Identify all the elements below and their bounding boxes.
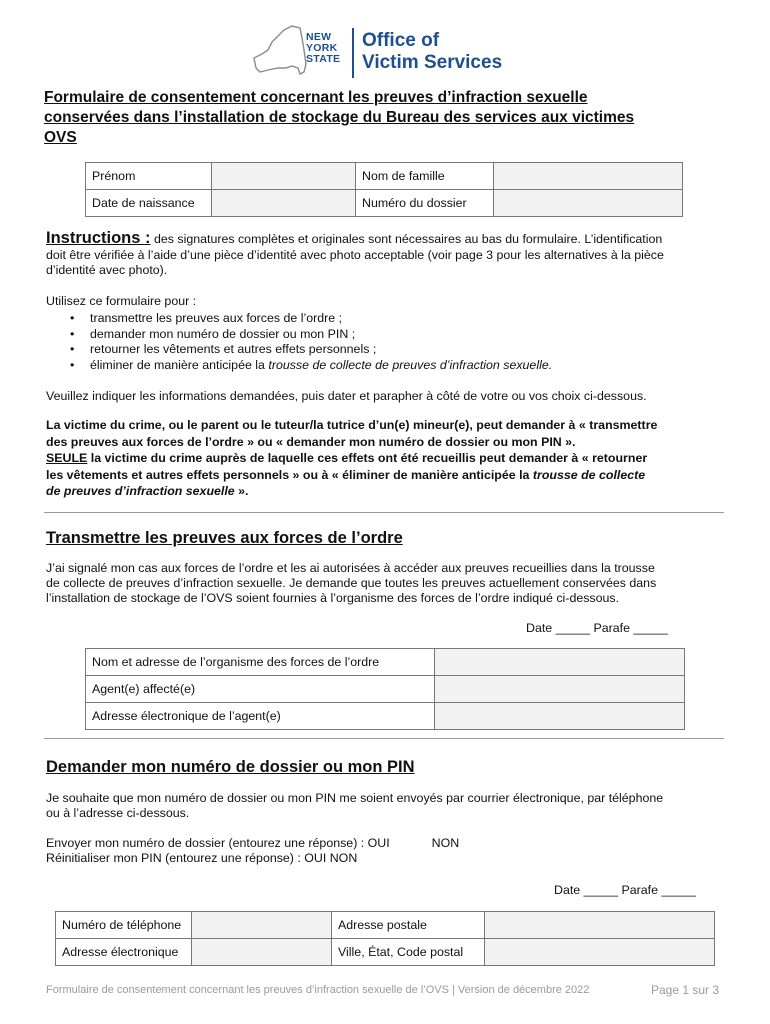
agency-field[interactable] (435, 649, 685, 676)
reset-pin-choice[interactable]: Réinitialiser mon PIN (entourez une réponse) : OUI NON (46, 851, 358, 865)
new-york-state-map-icon (248, 24, 308, 82)
email-label: Adresse électronique (56, 939, 192, 966)
seule-word: SEULE (46, 451, 88, 465)
logo-victim-services: Victim Services (362, 52, 503, 73)
first-name-label: Prénom (86, 163, 212, 190)
nys-wordmark (306, 32, 340, 65)
logo-line-york: YORK (306, 42, 338, 54)
dob-field[interactable] (212, 190, 356, 217)
dob-label: Date de naissance (86, 190, 212, 217)
instructions-block (46, 230, 730, 278)
eligibility-line-4: les vêtements et autres effets personnels » ou à « éliminer de manière anticipée la (46, 467, 533, 482)
last-name-field[interactable] (494, 163, 683, 190)
instructions-label: Instructions : (46, 229, 151, 247)
eligibility-line-4-italic: trousse de collecte (532, 467, 646, 482)
eligibility-line-5-italic: de preuves d’infraction sexuelle (46, 484, 235, 498)
list-item (90, 358, 770, 374)
eligibility-line-2: des preuves aux forces de l’ordre » ou « demander mon numéro de dossier ou mon PIN ». (46, 434, 576, 449)
list-item: • retourner les vêtements et autres effets personnels ; (90, 342, 770, 358)
last-name-label: Nom de famille (356, 163, 494, 190)
section1-line-2: de collecte de preuves d’infraction sexuelle. Je demande que toutes les preuves actuellement conservées dans (46, 576, 657, 590)
contact-table (55, 911, 715, 966)
instructions-text-2: doit être vérifiée à l’aide d’une pièce d’identité avec photo acceptable (voir page 3 pour les alternatives à la pièce (46, 248, 664, 262)
section1-line-3: l’installation de stockage de l’OVS soient fournies à l’organisme des forces de l’ordre indiqué ci-dessous. (46, 591, 620, 605)
law-enforcement-table (85, 648, 685, 730)
officer-label: Agent(e) affecté(e) (86, 676, 435, 703)
bullet4-prefix: éliminer de manière anticipée la (90, 357, 269, 372)
section-divider (44, 738, 724, 739)
officer-email-field[interactable] (435, 703, 685, 730)
eligibility-line-1: La victime du crime, ou le parent ou le tuteur/la tutrice d’un(e) mineur(e), peut demander à « transmettre (46, 418, 658, 432)
section2-heading: Demander mon numéro de dossier ou mon PIN (46, 758, 415, 776)
section2-choices (46, 836, 736, 866)
page-number: Page 1 sur 3 (651, 983, 720, 997)
section1-date-parafe[interactable]: Date _____ Parafe _____ (526, 621, 668, 635)
phone-label: Numéro de téléphone (56, 912, 192, 939)
title-line-3: OVS (44, 129, 77, 146)
officer-email-label: Adresse électronique de l’agent(e) (86, 703, 435, 730)
eligibility-line-5-end: ». (234, 484, 249, 498)
logo-divider (352, 28, 354, 78)
first-name-field[interactable] (212, 163, 356, 190)
email-field[interactable] (192, 939, 332, 966)
nys-ovs-logo (248, 24, 528, 82)
section-divider (44, 512, 724, 513)
phone-field[interactable] (192, 912, 332, 939)
form-title (44, 88, 734, 148)
city-field[interactable] (485, 939, 715, 966)
postal-label: Adresse postale (332, 912, 485, 939)
eligibility-line-3: la victime du crime auprès de laquelle ces effets ont été recueillis peut demander à « retourner (87, 451, 648, 465)
section1-line-1: J’ai signalé mon cas aux forces de l’ordre et les ai autorisées à accéder aux preuves recueillies dans la trousse (46, 561, 655, 575)
city-label: Ville, État, Code postal (332, 939, 485, 966)
use-list (46, 311, 770, 373)
logo-line-new: NEW (306, 31, 332, 43)
instructions-text-1: des signatures complètes et originales sont nécessaires au bas du formulaire. L’identification (150, 232, 663, 246)
postal-field[interactable] (485, 912, 715, 939)
file-number-label: Numéro du dossier (356, 190, 494, 217)
section2-line-1: Je souhaite que mon numéro de dossier ou mon PIN me soient envoyés par courrier électronique, par téléphone (46, 791, 664, 805)
eligibility-notice (46, 417, 736, 500)
ovs-wordmark (362, 30, 502, 74)
title-line-1: Formulaire de consentement concernant les preuves d’infraction sexuelle (44, 89, 588, 106)
footer-text: Formulaire de consentement concernant les preuves d’infraction sexuelle de l’OVS | Version de décembre 2022 (46, 984, 590, 996)
section2-date-parafe[interactable]: Date _____ Parafe _____ (554, 883, 696, 897)
list-item: • transmettre les preuves aux forces de l’ordre ; (90, 311, 770, 327)
use-intro: Utilisez ce formulaire pour : (46, 294, 197, 308)
identity-table (85, 162, 683, 217)
section1-paragraph (46, 561, 736, 606)
agency-label: Nom et adresse de l’organisme des forces de l’ordre (86, 649, 435, 676)
list-item: • demander mon numéro de dossier ou mon PIN ; (90, 327, 770, 343)
section1-heading: Transmettre les preuves aux forces de l’ordre (46, 529, 403, 547)
send-file-choice[interactable]: Envoyer mon numéro de dossier (entourez une réponse) : OUI (46, 836, 390, 850)
logo-office-of: Office of (362, 30, 440, 51)
instructions-text-3: d’identité avec photo). (46, 263, 168, 277)
bullet4-italic: trousse de collecte de preuves d’infraction sexuelle. (268, 357, 553, 372)
officer-field[interactable] (435, 676, 685, 703)
logo-line-state: STATE (306, 53, 341, 65)
send-file-non[interactable]: NON (431, 836, 460, 850)
indicate-text: Veuillez indiquer les informations demandées, puis dater et parapher à côté de votre ou vos choix ci-dessous. (46, 389, 647, 403)
file-number-field[interactable] (494, 190, 683, 217)
section2-line-2: ou à l’adresse ci-dessous. (46, 806, 190, 820)
title-line-2: conservées dans l’installation de stockage du Bureau des services aux victimes (44, 109, 635, 126)
section2-paragraph (46, 791, 736, 821)
